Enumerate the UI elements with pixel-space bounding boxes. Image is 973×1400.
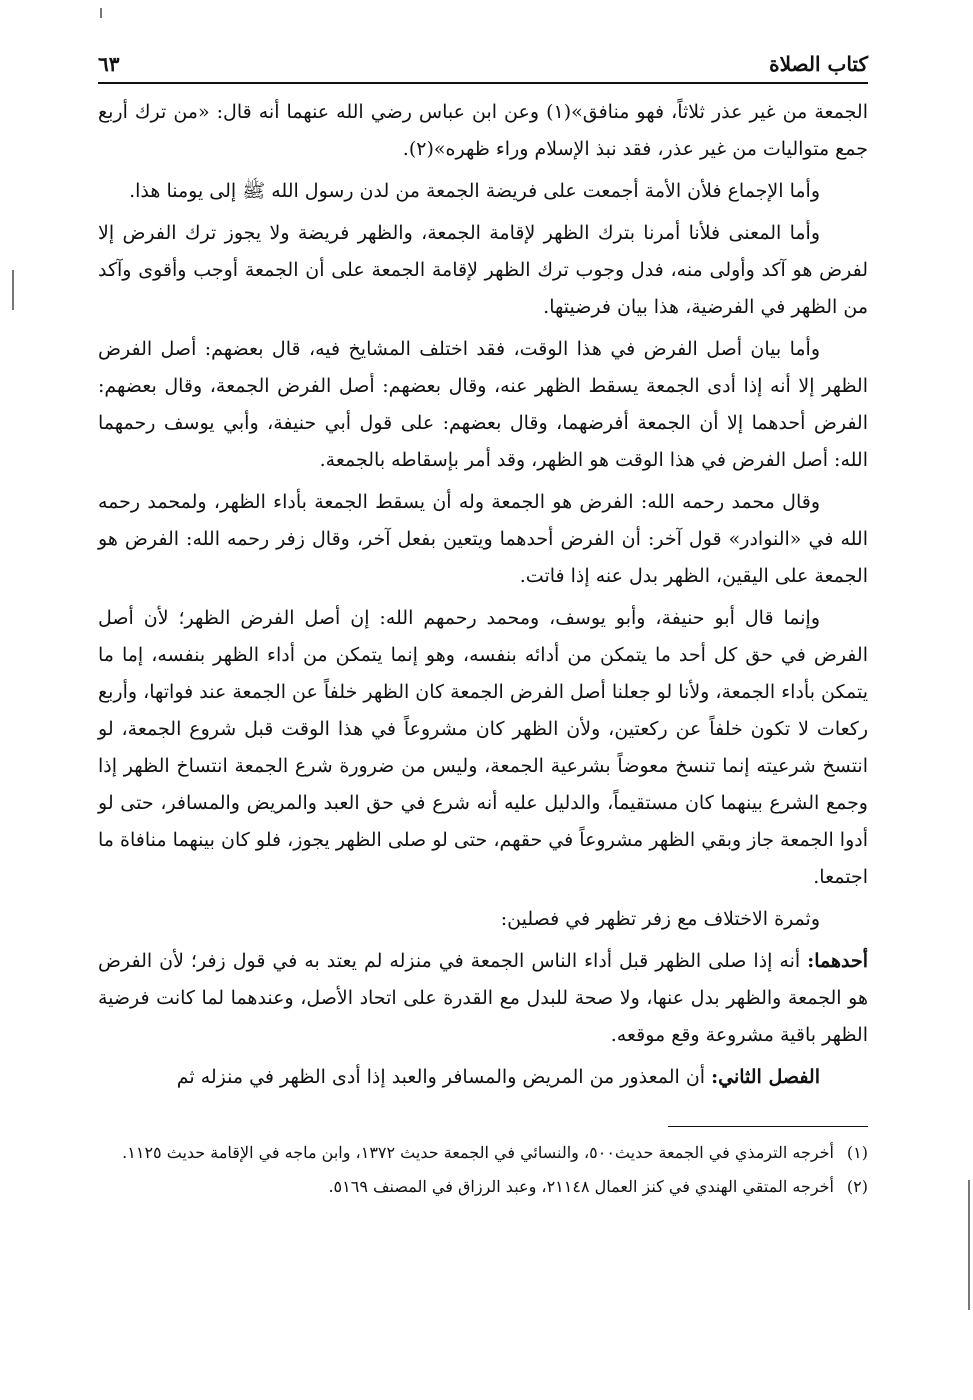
paragraph-9 xyxy=(98,1059,868,1096)
paragraph-1: الجمعة من غير عذر ثلاثاً، فهو منافق»(١) وعن ابن عباس رضي الله عنهما أنه قال: «من ترك أربع جمع متواليات من غير عذر، فقد نبذ الإسلام وراء ظهره»(٢). xyxy=(98,101,868,160)
page-header xyxy=(98,52,868,84)
footnotes xyxy=(98,1139,868,1201)
paragraph-5: وقال محمد رحمه الله: الفرض هو الجمعة وله أن يسقط الجمعة بأداء الظهر، ولمحمد رحمه الله في «النوادر» قول آخر: أن الفرض أحدهما ويتعين بفعل آخر، وقال زفر رحمه الله: الفرض هو الجمعة على اليقين، الظهر بدل عنه إذا فاتت. xyxy=(98,491,868,587)
footnote-divider xyxy=(668,1126,868,1127)
main-text xyxy=(98,94,868,1096)
paragraph-3: وأما المعنى فلأنا أمرنا بترك الظهر لإقامة الجمعة، والظهر فريضة ولا يجوز ترك الفرض إلا لفرض هو آكد وأولى منه، فدل وجوب ترك الظهر لإقامة الجمعة على أن الجمعة أوجب وأقوى وآكد من الظهر في الفرضية، هذا بيان فرضيتها. xyxy=(98,222,868,318)
paragraph-6: وإنما قال أبو حنيفة، وأبو يوسف، ومحمد رحمهم الله: إن أصل الفرض الظهر؛ لأن أصل الفرض في حق كل أحد ما يتمكن من أدائه بنفسه، وهو إنما يتمكن من أداء الظهر بنفسه، إما ما يتمكن بأداء الجمعة، ولأنا لو جعلنا أصل الفرض الجمعة كان الظهر خلفاً عن الجمعة عند فواتها، وأربع ركعات لا تكون خلفاً عن ركعتين، ولأن الظهر كان مشروعاً في هذا الوقت قبل شروع الجمعة، لو انتسخ شرعيته إنما تنسخ معوضاً بشرعية الجمعة، وليس من ضرورة شرع الجمعة انتساخ الظهر إذا وجمع الشرع بينهما كان مستقيماً، والدليل عليه أنه شرع في حق العبد والمريض والمسافر، حتى لو أدوا الجمعة جاز وبقي الظهر مشروعاً في حقهم، حتى لو صلى الظهر يجوز، فلو كان بينهما منافاة ما اجتمعا. xyxy=(98,607,868,888)
first-section-heading: أحدهما: xyxy=(807,950,868,972)
footnote-1 xyxy=(98,1139,868,1167)
scan-mark-right xyxy=(968,1180,970,1310)
page-number: ٦٣ xyxy=(98,52,120,76)
paragraph-2: وأما الإجماع فلأن الأمة أجمعت على فريضة الجمعة من لدن رسول الله ﷺ إلى يومنا هذا. xyxy=(129,180,820,202)
paragraph-7: وثمرة الاختلاف مع زفر تظهر في فصلين: xyxy=(500,908,820,930)
footnote-2-text: أخرجه المتقي الهندي في كنز العمال ٢١١٤٨، وعبد الرزاق في المصنف ٥١٦٩. xyxy=(328,1177,834,1196)
footnote-2 xyxy=(98,1173,868,1201)
footnote-1-text: أخرجه الترمذي في الجمعة حديث٥٠٠، والنسائي في الجمعة حديث ١٣٧٢، وابن ماجه في الإقامة حديث ١١٢٥. xyxy=(122,1143,834,1162)
scan-mark-top xyxy=(100,8,102,18)
book-page xyxy=(98,52,868,1207)
second-section-heading: الفصل الثاني: xyxy=(711,1066,820,1088)
paragraph-8-text: أنه إذا صلى الظهر قبل أداء الناس الجمعة في منزله لم يعتد به في قول زفر؛ لأن الفرض هو الجمعة والظهر بدل عنها، ولا صحة للبدل مع القدرة على اتحاد الأصل، وعندهما لما كانت فرضية الظهر باقية مشروعة وقع موقعه. xyxy=(98,950,868,1046)
scan-mark-left xyxy=(12,270,14,310)
paragraph-9-text: أن المعذور من المريض والمسافر والعبد إذا أدى الظهر في منزله ثم xyxy=(176,1066,712,1088)
running-title: كتاب الصلاة xyxy=(769,52,868,76)
footnote-1-number: (١) xyxy=(846,1143,868,1162)
paragraph-4: وأما بيان أصل الفرض في هذا الوقت، فقد اختلف المشايخ فيه، قال بعضهم: أصل الفرض الظهر إلا أنه إذا أدى الجمعة يسقط الظهر عنه، وقال بعضهم: أصل الفرض الجمعة، وقال بعضهم: الفرض أحدهما إلا أن الجمعة أفرضهما، وقال بعضهم: على قول أبي حنيفة، وأبي يوسف رحمهما الله: أصل الفرض في هذا الوقت هو الظهر، وقد أمر بإسقاطه بالجمعة. xyxy=(98,338,868,471)
footnote-2-number: (٢) xyxy=(846,1177,868,1196)
paragraph-8 xyxy=(98,943,868,1054)
